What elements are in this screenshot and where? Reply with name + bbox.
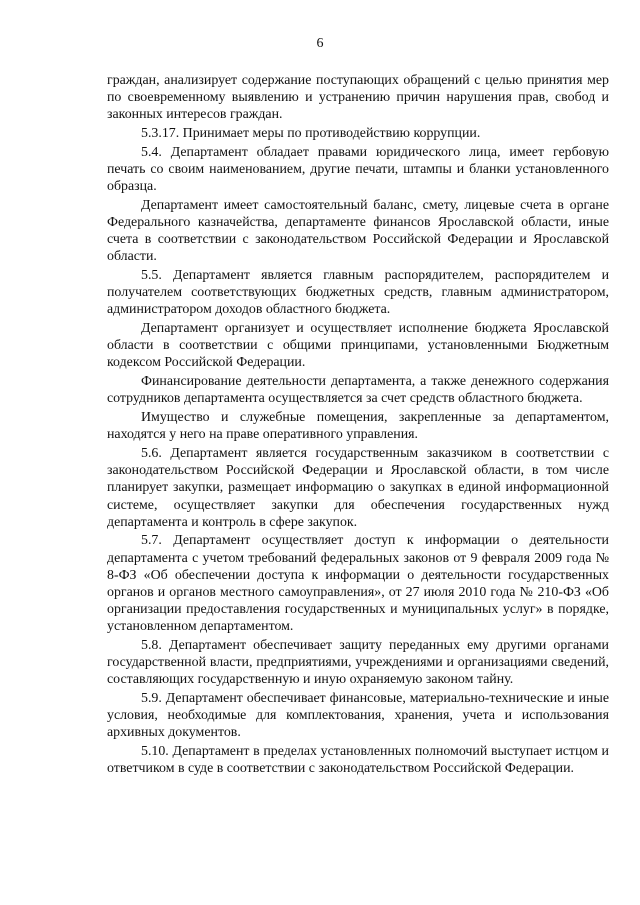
document-body — [107, 72, 609, 777]
paragraph-5-10: 5.10. Департамент в пределах установленных полномочий выступает истцом и ответчиком в суде в соответствии с законодательством Российской Федерации. — [107, 744, 609, 777]
paragraph-5-4-balance: Департамент имеет самостоятельный баланс, смету, лицевые счета в органе Федерального казначейства, департаменте финансов Ярославской области, иные счета в соответствии с законодательством Российской Федерации и Ярославской области. — [107, 197, 609, 265]
paragraph-5-5: 5.5. Департамент является главным распорядителем, распорядителем и получателем соответствующих бюджетных средств, главным администратором, администратором доходов областного бюджета. — [107, 268, 609, 318]
paragraph-5-4: 5.4. Департамент обладает правами юридического лица, имеет гербовую печать со своим наименованием, другие печати, штампы и бланки установленного образца. — [107, 144, 609, 195]
paragraph-5-5-property: Имущество и служебные помещения, закрепленные за департаментом, находятся у него на праве оперативного управления. — [107, 410, 609, 443]
page-number: 6 — [316, 36, 324, 51]
paragraph-5-7: 5.7. Департамент осуществляет доступ к информации о деятельности департамента с учетом требований федеральных законов от 9 февраля 2009 года № 8-ФЗ «Об обеспечении доступа к информации о деятельности государственных органов и органов местного самоуправления», от 27 июля 2010 года № 210-ФЗ «Об организации предоставления государственных и муниципальных услуг» в порядке, установленном департаментом. — [107, 533, 609, 635]
paragraph-5-6: 5.6. Департамент является государственным заказчиком в соответствии с законодательством Российской Федерации и Ярославской области, в том числе планирует закупки, размещает информацию о закупках в единой информационной системе, осуществляет закупки для обеспечения государственных нужд департамента и контроль в сфере закупок. — [107, 446, 609, 530]
paragraph-5-3-17: 5.3.17. Принимает меры по противодействию коррупции. — [141, 126, 481, 142]
paragraph-5-9: 5.9. Департамент обеспечивает финансовые, материально-технические и иные условия, необходимые для комплектования, хранения, учета и использования архивных документов. — [107, 691, 609, 741]
paragraph-5-8: 5.8. Департамент обеспечивает защиту переданных ему другими органами государственной власти, предприятиями, учреждениями и организациями сведений, составляющих государственную и иную охраняемую законом тайну. — [107, 637, 609, 688]
paragraph-continuation: граждан, анализирует содержание поступающих обращений с целью принятия мер по своевременному выявлению и устранению причин нарушения прав, свобод и законных интересов граждан. — [107, 73, 609, 123]
paragraph-5-5-budget: Департамент организует и осуществляет исполнение бюджета Ярославской области в соответствии с общими принципами, установленными Бюджетным кодексом Российской Федерации. — [107, 321, 609, 371]
paragraph-5-5-financing: Финансирование деятельности департамента, а также денежного содержания сотрудников департамента осуществляется за счет средств областного бюджета. — [107, 374, 609, 407]
